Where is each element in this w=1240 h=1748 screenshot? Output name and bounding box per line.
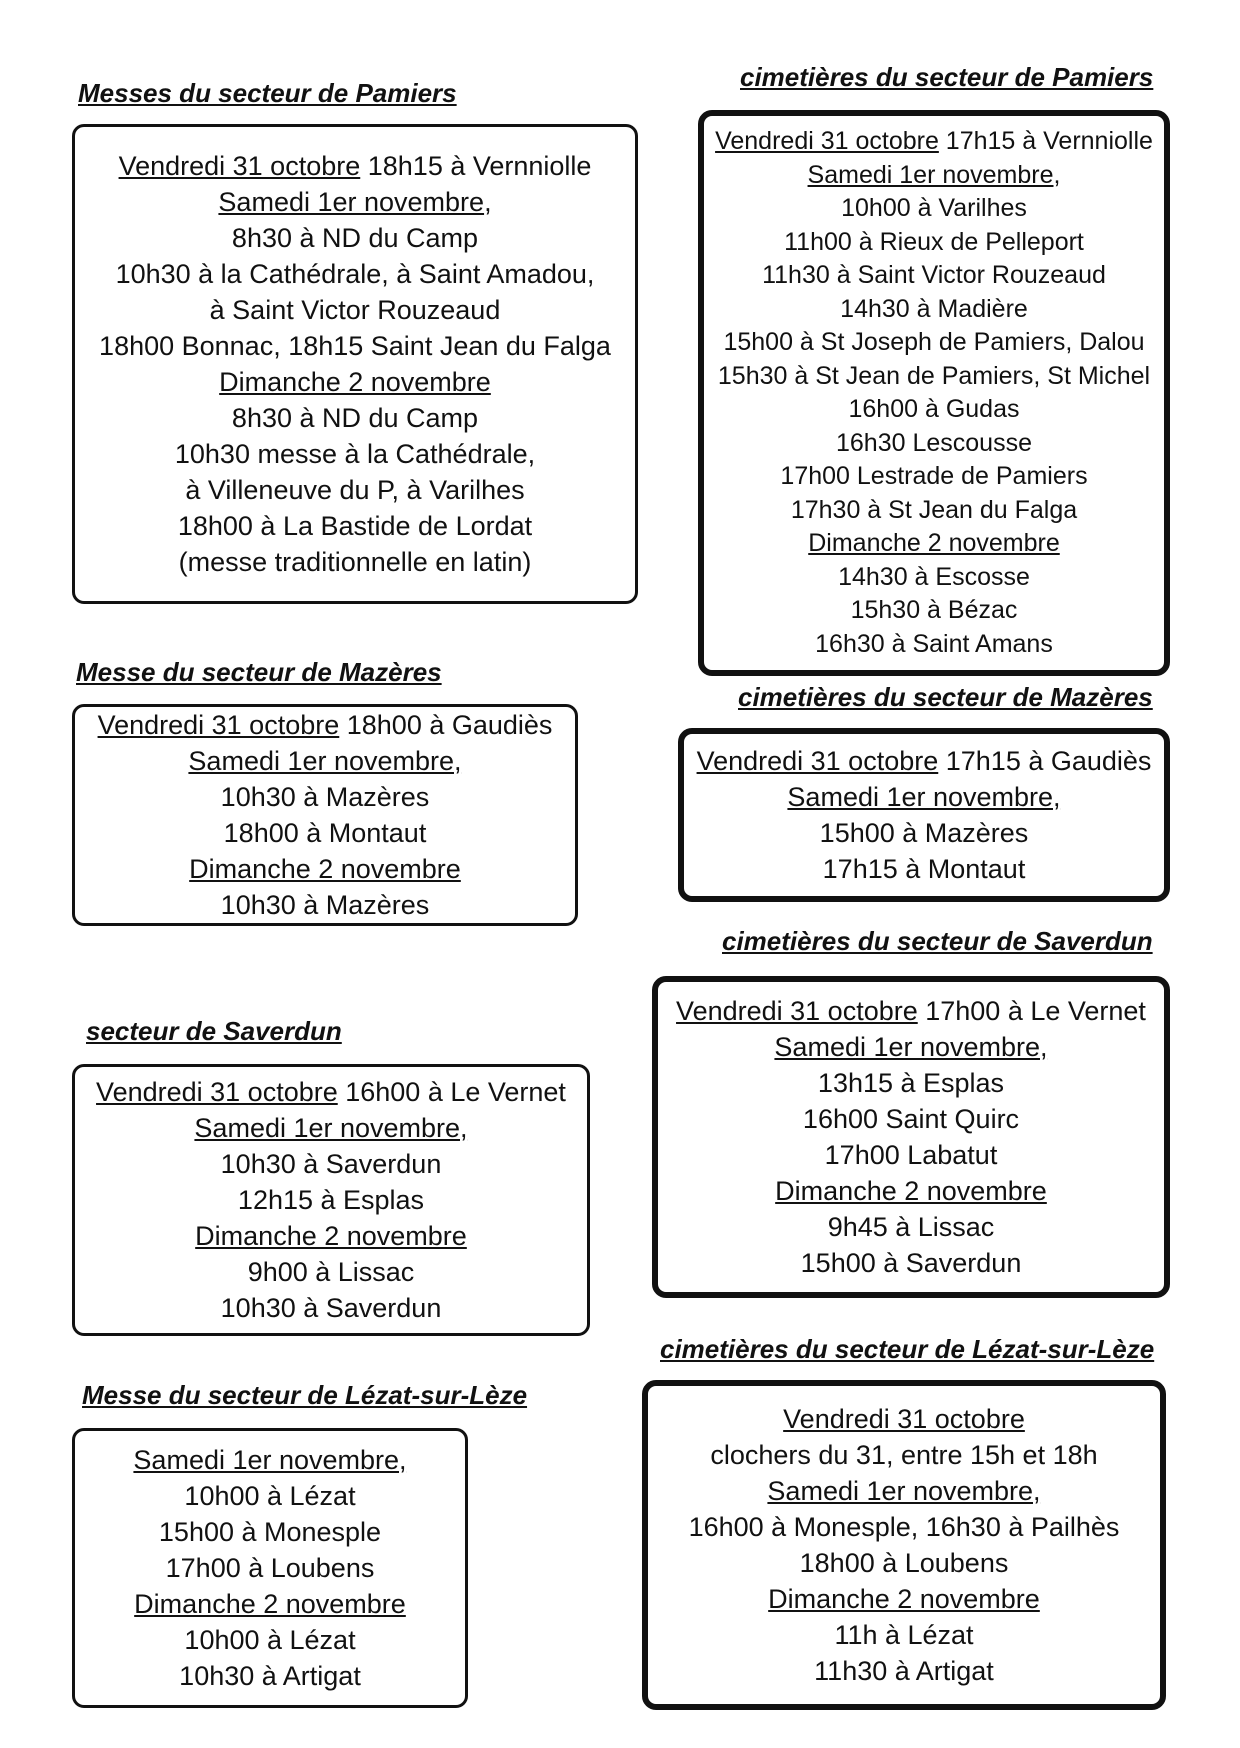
schedule-text: 14h30 à Escosse <box>838 562 1030 591</box>
schedule-text: 17h15 à Montaut <box>822 854 1026 884</box>
schedule-text: clochers du 31, entre 15h et 18h <box>710 1440 1098 1470</box>
schedule-line <box>815 628 1053 662</box>
schedule-line <box>175 436 535 472</box>
heading-messe-lezat: Messe du secteur de Lézat-sur-Lèze <box>82 1380 528 1410</box>
schedule-line <box>221 887 430 923</box>
schedule-line <box>189 851 461 887</box>
schedule-line <box>219 364 491 400</box>
schedule-line <box>823 851 1026 887</box>
schedule-text: 13h15 à Esplas <box>817 1068 1005 1098</box>
heading-cimetieres-pamiers: cimetières du secteur de Pamiers <box>740 62 1154 92</box>
schedule-line <box>119 148 592 184</box>
box-cimetieres-lezat <box>642 1380 1166 1710</box>
schedule-line <box>676 993 1146 1029</box>
schedule-text: 15h30 à St Jean de Pamiers, St Michel <box>717 361 1151 390</box>
schedule-line <box>221 779 430 815</box>
schedule-text: 11h00 à Rieux de Pelleport <box>784 227 1084 256</box>
schedule-line <box>194 1110 467 1146</box>
schedule-text: 15h00 à St Joseph de Pamiers, Dalou <box>723 328 1145 356</box>
schedule-text: 18h00 Bonnac, 18h15 Saint Jean du Falga <box>99 331 611 361</box>
date-label: Vendredi 31 octobre <box>676 996 918 1026</box>
heading-cimetieres-lezat: cimetières du secteur de Lézat-sur-Lèze <box>660 1334 1155 1364</box>
schedule-line <box>838 561 1030 595</box>
schedule-line <box>710 1437 1097 1473</box>
schedule-line <box>791 494 1077 528</box>
schedule-line <box>787 779 1060 815</box>
schedule-text: 17h00 Labatut <box>824 1140 998 1170</box>
schedule-text: , <box>484 187 492 217</box>
heading-cimetieres-saverdun: cimetières du secteur de Saverdun <box>722 926 1153 956</box>
date-label: Samedi 1er novembre, <box>787 782 1061 812</box>
schedule-text: 16h30 à Saint Amans <box>815 629 1053 658</box>
schedule-line <box>818 1065 1004 1101</box>
schedule-text: 14h30 à Madière <box>840 294 1028 323</box>
schedule-text: 10h30 messe à la Cathédrale, <box>174 439 536 469</box>
schedule-line <box>803 1101 1019 1137</box>
schedule-line <box>224 815 427 851</box>
schedule-line <box>184 1622 355 1658</box>
schedule-line <box>134 1586 406 1622</box>
schedule-text: 15h30 à Bézac <box>850 596 1018 624</box>
schedule-line <box>232 220 478 256</box>
schedule-text: à Saint Victor Rouzeaud <box>209 295 501 325</box>
schedule-line <box>828 1209 995 1245</box>
date-label: Samedi 1er novembre <box>218 187 485 217</box>
schedule-line <box>800 1545 1009 1581</box>
heading-messe-mazeres: Messe du secteur de Mazères <box>76 657 442 687</box>
schedule-line <box>820 815 1029 851</box>
schedule-line <box>825 1137 998 1173</box>
schedule-text: 16h00 Saint Quirc <box>802 1104 1020 1134</box>
schedule-text: 10h30 à Artigat <box>179 1661 361 1691</box>
heading-cimetieres-mazeres: cimetières du secteur de Mazères <box>738 682 1153 712</box>
schedule-text: 9h00 à Lissac <box>247 1257 415 1287</box>
schedule-line <box>768 1581 1040 1617</box>
schedule-text: 10h30 à Mazères <box>220 782 430 812</box>
schedule-line <box>801 1245 1022 1281</box>
date-label: Dimanche 2 novembre <box>775 1176 1047 1206</box>
schedule-text: 18h00 à Loubens <box>799 1548 1009 1578</box>
schedule-text: 10h30 à Saverdun <box>220 1149 442 1179</box>
schedule-text: 17h30 à St Jean du Falga <box>790 495 1078 524</box>
date-label: Dimanche 2 novembre <box>808 529 1060 557</box>
schedule-text: 8h30 à ND du Camp <box>231 223 479 253</box>
schedule-line <box>195 1218 467 1254</box>
schedule-line <box>836 427 1032 461</box>
schedule-text: 16h30 Lescousse <box>836 428 1032 457</box>
schedule-line <box>159 1514 381 1550</box>
schedule-text: 17h00 à Le Vernet <box>917 996 1146 1026</box>
schedule-line <box>133 1442 406 1478</box>
schedule-line <box>723 326 1144 360</box>
schedule-text: 10h00 à Lézat <box>184 1481 356 1511</box>
box-cimetieres-pamiers <box>698 110 1170 676</box>
schedule-text: 11h30 à Artigat <box>814 1656 994 1686</box>
schedule-text: 16h00 à Monesple, 16h30 à Pailhès <box>688 1512 1120 1542</box>
schedule-line <box>238 1182 424 1218</box>
date-label: Vendredi 31 octobre <box>97 710 340 740</box>
schedule-text: 10h00 à Lézat <box>184 1625 356 1655</box>
schedule-text: 10h30 à Mazères <box>220 890 430 920</box>
schedule-line <box>774 1029 1047 1065</box>
schedule-line <box>814 1653 994 1689</box>
schedule-text: 15h00 à Saverdun <box>800 1248 1022 1278</box>
schedule-line <box>178 508 532 544</box>
schedule-line <box>221 1146 442 1182</box>
schedule-text: 18h00 à La Bastide de Lordat <box>177 511 533 541</box>
schedule-line <box>179 1658 361 1694</box>
schedule-line <box>775 1173 1047 1209</box>
schedule-line <box>808 527 1060 561</box>
schedule-line <box>99 328 611 364</box>
box-messes-pamiers <box>72 124 638 604</box>
schedule-text: 11h à Lézat <box>834 1620 974 1650</box>
date-label: Dimanche 2 novembre <box>768 1584 1040 1614</box>
schedule-line <box>849 393 1020 427</box>
schedule-line <box>718 360 1150 394</box>
date-label: Samedi 1er novembre, <box>767 1476 1041 1506</box>
schedule-text: 18h15 à Vernniolle <box>360 151 592 181</box>
box-secteur-saverdun <box>72 1064 590 1336</box>
heading-messes-pamiers: Messes du secteur de Pamiers <box>78 78 457 108</box>
schedule-text: 16h00 à Gudas <box>848 395 1020 423</box>
date-label: Samedi 1er novembre, <box>188 746 462 776</box>
schedule-line <box>188 743 461 779</box>
date-label: Dimanche 2 novembre <box>134 1589 406 1619</box>
schedule-text: 18h00 à Gaudiès <box>339 710 553 740</box>
box-cimetieres-saverdun <box>652 976 1170 1298</box>
schedule-text: 8h30 à ND du Camp <box>231 403 479 433</box>
schedule-text: 16h00 à Le Vernet <box>337 1077 566 1107</box>
heading-secteur-saverdun: secteur de Saverdun <box>86 1016 342 1046</box>
schedule-line <box>179 544 532 580</box>
schedule-text: 9h45 à Lissac <box>827 1212 995 1242</box>
schedule-line <box>689 1509 1120 1545</box>
date-label: Vendredi 31 octobre <box>715 127 939 155</box>
date-label: Samedi 1er novembre, <box>133 1445 407 1475</box>
schedule-text: 17h00 Lestrade de Pamiers <box>780 462 1088 490</box>
schedule-line <box>851 594 1018 628</box>
schedule-line <box>221 1290 442 1326</box>
schedule-line <box>185 472 524 508</box>
date-label: Samedi 1er novembre, <box>807 160 1061 189</box>
box-messe-mazeres <box>72 704 578 926</box>
date-label: Dimanche 2 novembre <box>189 854 461 884</box>
schedule-line <box>834 1617 973 1653</box>
date-label: Dimanche 2 novembre <box>195 1221 467 1251</box>
schedule-line <box>697 743 1152 779</box>
schedule-text: 15h00 à Mazères <box>819 818 1029 848</box>
schedule-text: à Villeneuve du P, à Varilhes <box>185 475 525 505</box>
schedule-text: 18h00 à Montaut <box>223 818 427 848</box>
schedule-line <box>783 1401 1025 1437</box>
schedule-text: 17h15 à Gaudiès <box>938 746 1152 776</box>
date-label: Dimanche 2 novembre <box>219 367 491 397</box>
box-messe-lezat <box>72 1428 468 1708</box>
schedule-line <box>784 226 1084 260</box>
schedule-text: 11h30 à Saint Victor Rouzeaud <box>762 261 1106 289</box>
schedule-text: 10h30 à la Cathédrale, à Saint Amadou, <box>115 259 595 289</box>
schedule-line <box>210 292 501 328</box>
schedule-line <box>840 293 1028 327</box>
schedule-text: 10h30 à Saverdun <box>220 1293 442 1323</box>
schedule-line <box>184 1478 355 1514</box>
schedule-line <box>96 1074 566 1110</box>
date-label: Vendredi 31 octobre <box>118 151 361 181</box>
schedule-text: 17h15 à Vernniolle <box>938 127 1153 155</box>
schedule-text: 15h00 à Monesple <box>158 1517 382 1547</box>
schedule-line <box>116 256 595 292</box>
schedule-line <box>808 159 1061 193</box>
schedule-line <box>98 707 553 743</box>
date-label: Samedi 1er novembre, <box>774 1032 1048 1062</box>
date-label: Vendredi 31 octobre <box>96 1077 338 1107</box>
schedule-line <box>715 125 1153 159</box>
schedule-text: 10h00 à Varilhes <box>841 194 1027 222</box>
schedule-line <box>166 1550 375 1586</box>
schedule-text: (messe traditionnelle en latin) <box>178 547 532 577</box>
date-label: Vendredi 31 octobre <box>783 1404 1025 1434</box>
schedule-line <box>767 1473 1040 1509</box>
schedule-text: 17h00 à Loubens <box>165 1553 375 1583</box>
date-label: Samedi 1er novembre, <box>194 1113 468 1143</box>
schedule-line <box>248 1254 415 1290</box>
schedule-text: 12h15 à Esplas <box>237 1185 425 1215</box>
schedule-line <box>762 259 1106 293</box>
box-cimetieres-mazeres <box>678 728 1170 902</box>
schedule-line <box>841 192 1027 226</box>
schedule-line <box>218 184 491 220</box>
schedule-line <box>232 400 478 436</box>
schedule-line <box>780 460 1087 494</box>
date-label: Vendredi 31 octobre <box>696 746 939 776</box>
